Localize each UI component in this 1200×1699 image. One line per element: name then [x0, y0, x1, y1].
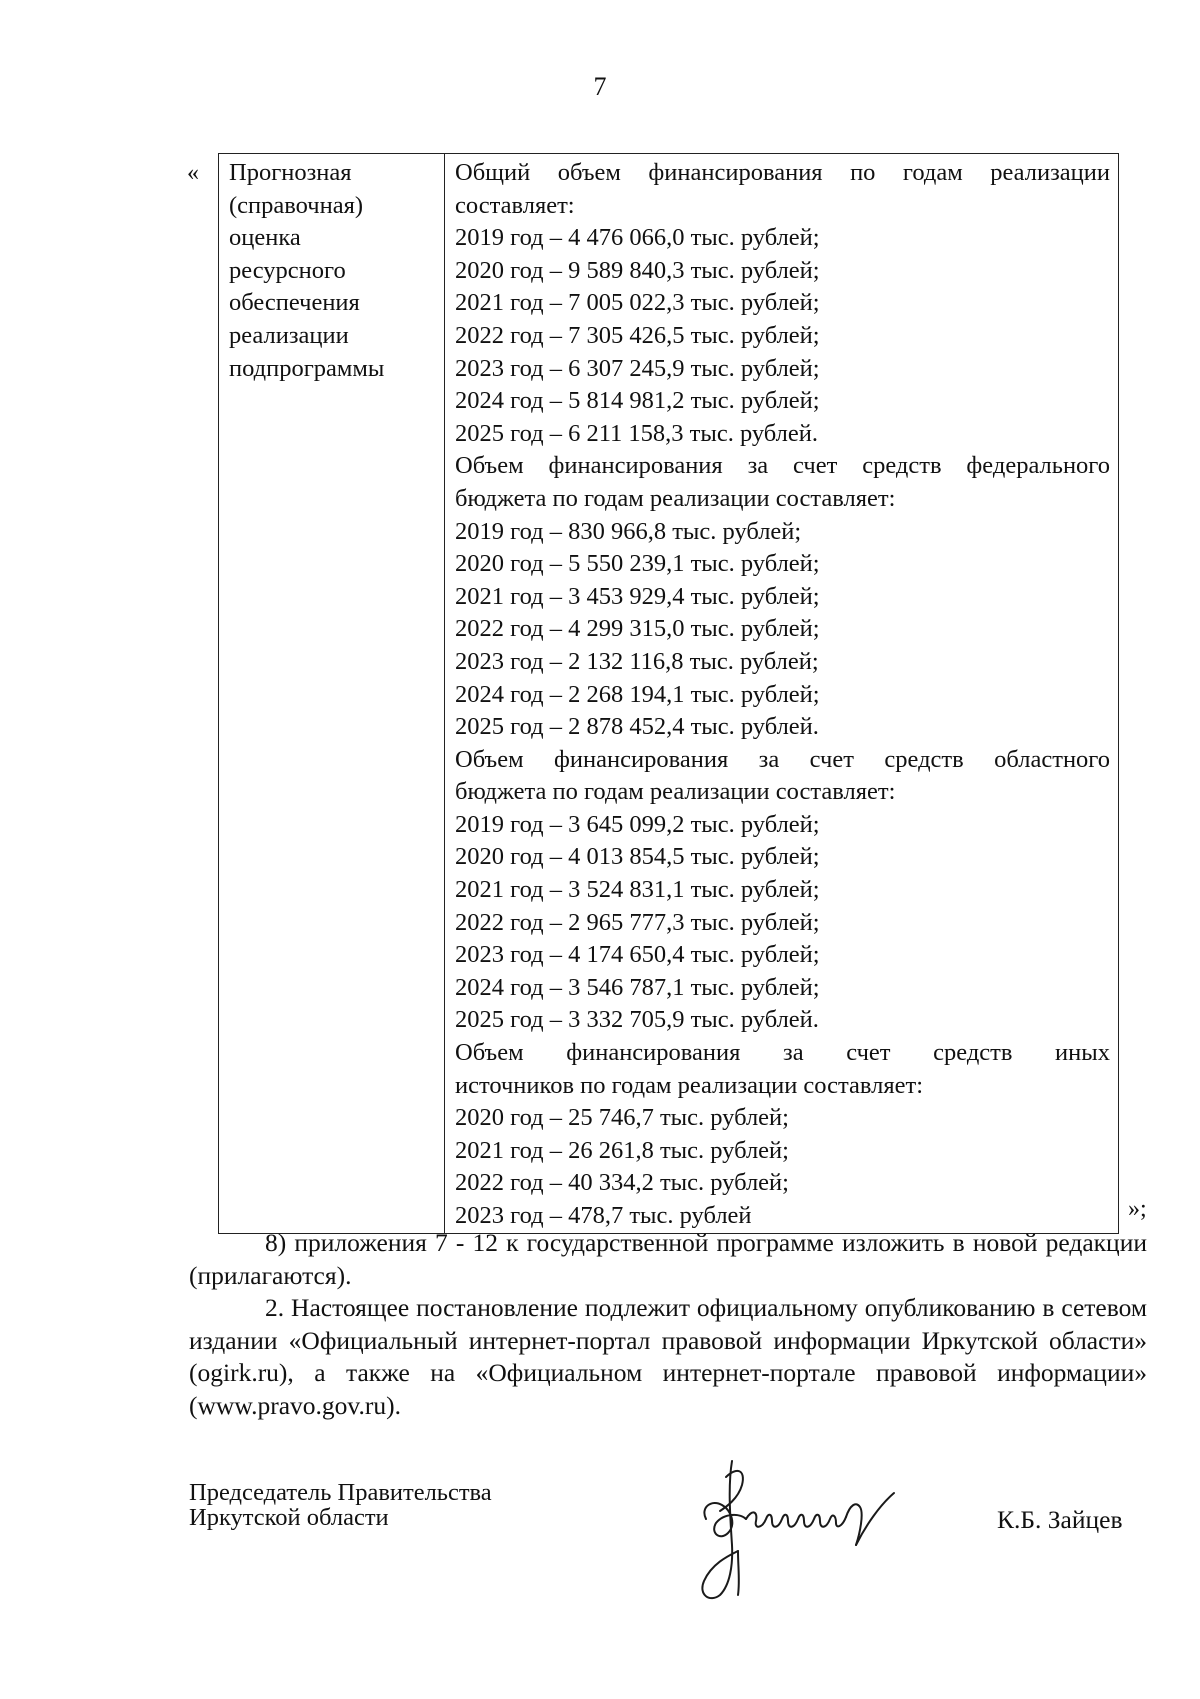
regional-year-line: 2025 год – 3 332 705,9 тыс. рублей.: [455, 1006, 819, 1034]
signer-position-line: Председатель Правительства: [189, 1479, 492, 1506]
section-heading-total-cont: составляет:: [455, 191, 575, 219]
handwritten-signature: [680, 1455, 940, 1615]
opening-quote: «: [187, 160, 199, 186]
regional-year-line: 2024 год – 3 546 787,1 тыс. рублей;: [455, 973, 820, 1001]
label-line: обеспечения: [229, 289, 360, 317]
other-year-line: 2023 год – 478,7 тыс. рублей: [455, 1202, 752, 1229]
funding-table-row: [219, 154, 1119, 1234]
label-line: подпрограммы: [229, 354, 385, 382]
label-cell: [219, 154, 445, 1234]
total-year-line: 2024 год – 5 814 981,2 тыс. рублей;: [455, 387, 820, 415]
regional-year-line: 2021 год – 3 524 831,1 тыс. рублей;: [455, 876, 820, 904]
federal-year-line: 2022 год – 4 299 315,0 тыс. рублей;: [455, 615, 820, 643]
paragraph-item-8: 8) приложения 7 - 12 к государственной программе изложить в новой редакции (прилагаются).: [189, 1228, 1147, 1290]
content-cell: [445, 154, 1119, 1234]
label-line: (справочная): [229, 191, 364, 219]
section-heading-total: Общий объем финансирования по годам реализации: [455, 159, 1110, 186]
federal-year-line: 2024 год – 2 268 194,1 тыс. рублей;: [455, 680, 820, 708]
signer-position: [189, 1480, 492, 1530]
regional-year-line: 2022 год – 2 965 777,3 тыс. рублей;: [455, 908, 820, 936]
closing-quote: »;: [1128, 1196, 1147, 1222]
label-line: реализации: [229, 321, 349, 349]
federal-year-line: 2020 год – 5 550 239,1 тыс. рублей;: [455, 550, 820, 578]
signer-position-line: Иркутской области: [189, 1504, 389, 1531]
signer-name: К.Б. Зайцев: [997, 1505, 1123, 1534]
funding-table: [218, 153, 1119, 1234]
other-year-line: 2022 год – 40 334,2 тыс. рублей;: [455, 1169, 789, 1197]
other-year-line: 2020 год – 25 746,7 тыс. рублей;: [455, 1104, 789, 1132]
total-year-line: 2019 год – 4 476 066,0 тыс. рублей;: [455, 224, 820, 252]
total-year-line: 2020 год – 9 589 840,3 тыс. рублей;: [455, 256, 820, 284]
regional-year-line: 2020 год – 4 013 854,5 тыс. рублей;: [455, 843, 820, 871]
label-line: оценка: [229, 224, 301, 252]
regional-year-line: 2019 год – 3 645 099,2 тыс. рублей;: [455, 810, 820, 838]
section-heading-regional: Объем финансирования за счет средств областного: [455, 745, 1110, 773]
section-heading-federal-cont: бюджета по годам реализации составляет:: [455, 484, 896, 512]
total-year-line: 2021 год – 7 005 022,3 тыс. рублей;: [455, 289, 820, 317]
total-year-line: 2022 год – 7 305 426,5 тыс. рублей;: [455, 321, 820, 349]
federal-year-line: 2025 год – 2 878 452,4 тыс. рублей.: [455, 713, 819, 741]
other-year-line: 2021 год – 26 261,8 тыс. рублей;: [455, 1136, 789, 1164]
total-year-line: 2025 год – 6 211 158,3 тыс. рублей.: [455, 419, 819, 447]
label-line: ресурсного: [229, 256, 346, 284]
paragraph-item-2: 2. Настоящее постановление подлежит официальному опубликованию в сетевом издании «Официальный интернет-портал правовой информации Иркутской области» (ogirk.ru), а также на «Официальном интернет-портале правовой информации» (www.pravo.gov.ru).: [189, 1293, 1147, 1420]
total-year-line: 2023 год – 6 307 245,9 тыс. рублей;: [455, 354, 820, 382]
page-number: 7: [593, 72, 607, 101]
section-heading-regional-cont: бюджета по годам реализации составляет:: [455, 778, 896, 806]
section-heading-federal: Объем финансирования за счет средств федерального: [455, 452, 1110, 480]
section-heading-other: Объем финансирования за счет средств иных: [455, 1039, 1110, 1067]
federal-year-line: 2021 год – 3 453 929,4 тыс. рублей;: [455, 582, 820, 610]
federal-year-line: 2023 год – 2 132 116,8 тыс. рублей;: [455, 647, 819, 675]
label-line: Прогнозная: [229, 159, 352, 186]
section-heading-other-cont: источников по годам реализации составляет:: [455, 1071, 924, 1099]
regional-year-line: 2023 год – 4 174 650,4 тыс. рублей;: [455, 941, 820, 969]
federal-year-line: 2019 год – 830 966,8 тыс. рублей;: [455, 517, 802, 545]
